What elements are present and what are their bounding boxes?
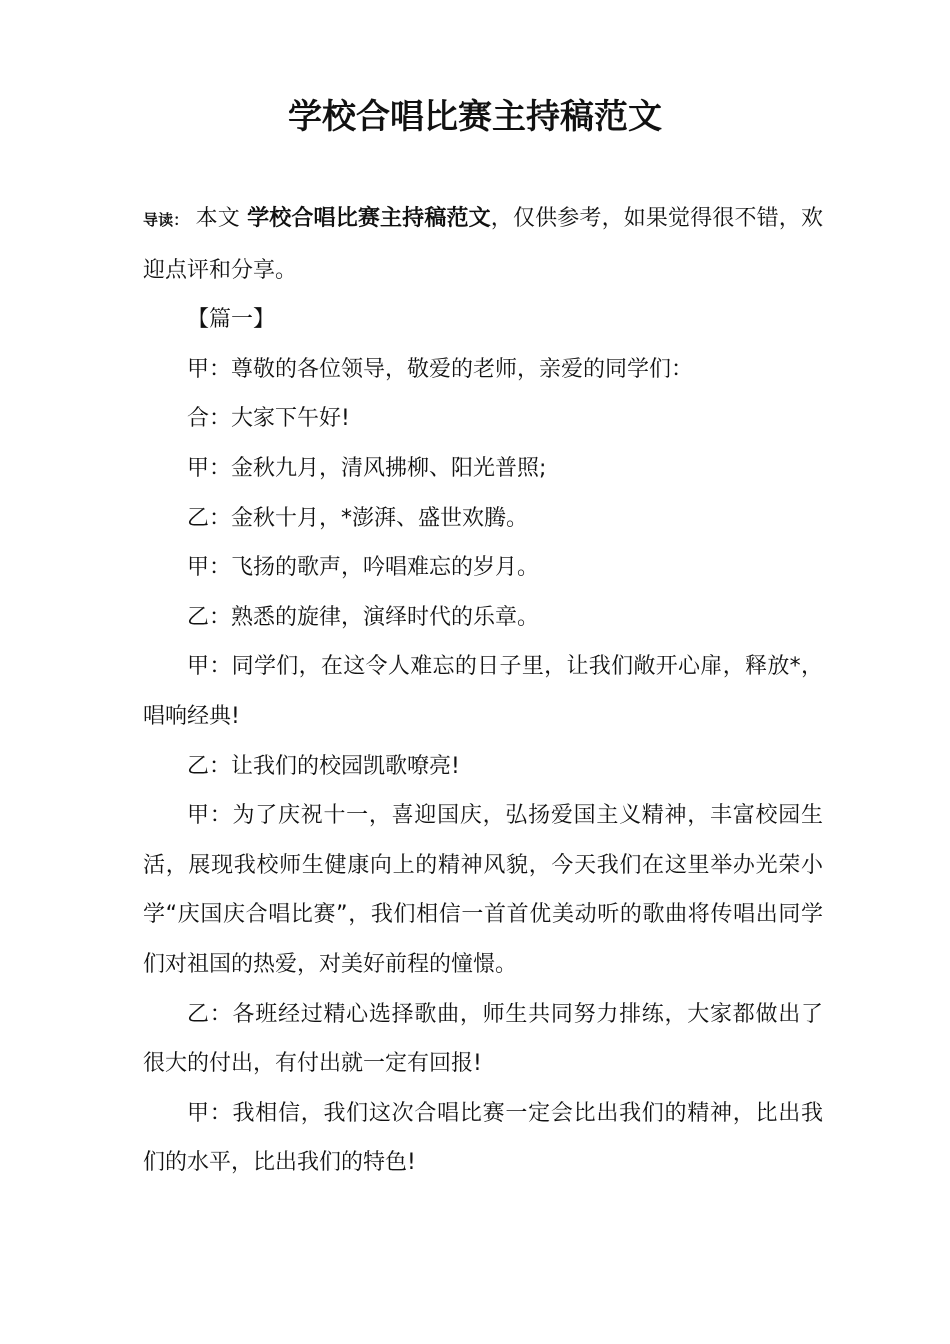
lead-prefix: 本文 bbox=[188, 206, 248, 231]
section-heading: 【篇一】 bbox=[187, 307, 276, 333]
lead-label: 导读： bbox=[143, 211, 189, 229]
lead-paragraph bbox=[143, 194, 823, 295]
dialogue-line: 甲：同学们，在这令人难忘的日子里，让我们敞开心扉，释放*，唱响经典! bbox=[143, 654, 823, 729]
dialogue-line: 乙：熟悉的旋律，演绎时代的乐章。 bbox=[187, 604, 540, 630]
dialogue-line: 乙：金秋十月，*澎湃、盛世欢腾。 bbox=[187, 505, 529, 531]
dialogue-line: 甲：为了庆祝十一，喜迎国庆，弘扬爱国主义精神，丰富校园生活，展现我校师生健康向上的精神风貌，今天我们在这里举办光荣小学“庆国庆合唱比赛”，我们相信一首首优美动听的歌曲将传唱出同学们对祖国的热爱，对美好前程的憧憬。 bbox=[143, 803, 823, 977]
lead-suffix: ，仅供参考，如果觉得很不错，欢迎点评和分享。 bbox=[143, 206, 823, 283]
dialogue-line: 乙：让我们的校园凯歌嘹亮! bbox=[187, 753, 460, 779]
document-body bbox=[143, 194, 823, 1188]
dialogue-line: 甲：金秋九月，清风拂柳、阳光普照; bbox=[187, 455, 547, 481]
lead-doc-title: 学校合唱比赛主持稿范文 bbox=[247, 206, 491, 231]
dialogue-line: 甲：我相信，我们这次合唱比赛一定会比出我们的精神，比出我们的水平，比出我们的特色! bbox=[143, 1100, 823, 1176]
document-title: 学校合唱比赛主持稿范文 bbox=[288, 97, 662, 137]
dialogue-line: 甲：飞扬的歌声，吟唱难忘的岁月。 bbox=[187, 555, 540, 581]
dialogue-line: 甲：尊敬的各位领导，敬爱的老师，亲爱的同学们： bbox=[187, 356, 694, 382]
dialogue-line: 乙：各班经过精心选择歌曲，师生共同努力排练，大家都做出了很大的付出，有付出就一定有回报! bbox=[143, 1001, 823, 1077]
dialogue-line: 合：大家下午好! bbox=[187, 406, 350, 432]
